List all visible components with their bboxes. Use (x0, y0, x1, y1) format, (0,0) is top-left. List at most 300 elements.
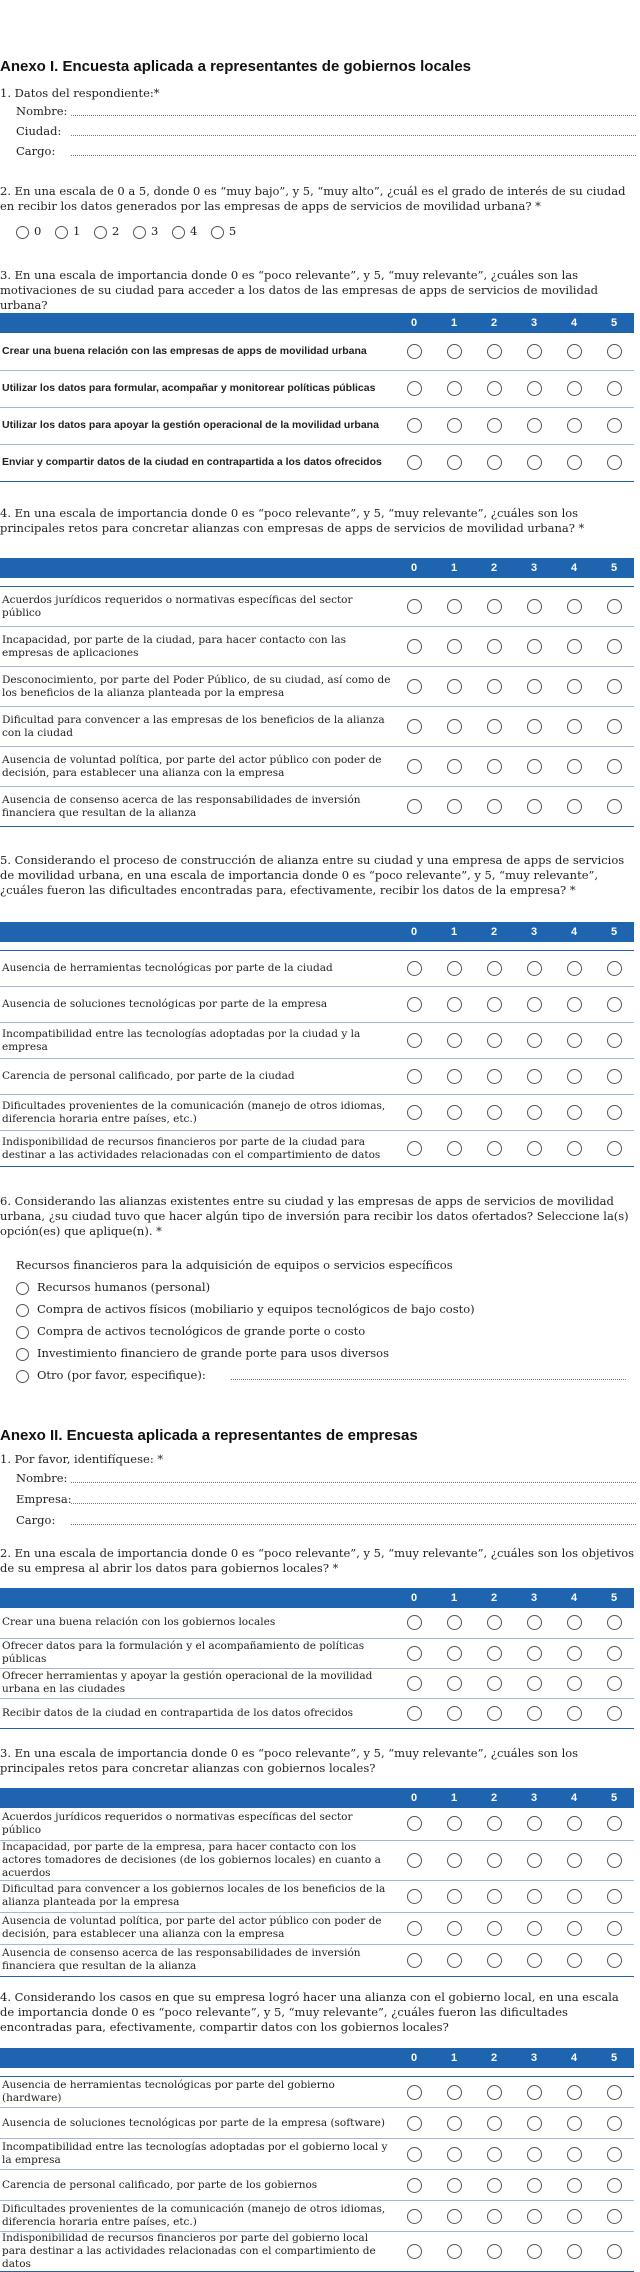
radio-circle-icon[interactable] (172, 226, 185, 239)
radio-circle-icon[interactable] (487, 1033, 502, 1048)
radio-circle-icon[interactable] (527, 961, 542, 976)
radio-circle-icon[interactable] (567, 639, 582, 654)
radio-circle-icon[interactable] (607, 1105, 622, 1120)
radio-circle-icon[interactable] (447, 997, 462, 1012)
rating-cell (554, 1698, 594, 1728)
a1-name-field[interactable] (16, 104, 636, 118)
row-label: Carencia de personal calificado, por parte de la ciudad (0, 1059, 394, 1095)
radio-circle-icon[interactable] (487, 344, 502, 359)
rating-cell (594, 787, 634, 827)
radio-circle-icon[interactable] (447, 679, 462, 694)
radio-circle-icon[interactable] (447, 1033, 462, 1048)
radio-circle-icon[interactable] (487, 2085, 502, 2100)
radio-circle-icon[interactable] (487, 1853, 502, 1868)
rating-cell (434, 707, 474, 747)
a1-q6-option[interactable]: Compra de activos tecnológicos de grande porte o costo (16, 1324, 626, 1346)
a1-q6-option[interactable]: Investimiento financiero de grande porte para usos diversos (16, 1346, 626, 1368)
radio-circle-icon[interactable] (567, 1706, 582, 1721)
radio-circle-icon[interactable] (487, 1889, 502, 1904)
radio-circle-icon[interactable] (527, 1706, 542, 1721)
radio-circle-icon[interactable] (527, 455, 542, 470)
scale-header-5: 5 (594, 1588, 634, 1608)
radio-circle-icon[interactable] (407, 1105, 422, 1120)
radio-option-1[interactable]: 1 (55, 224, 80, 239)
radio-circle-icon[interactable] (607, 455, 622, 470)
radio-circle-icon[interactable] (447, 639, 462, 654)
radio-circle-icon[interactable] (567, 1921, 582, 1936)
rating-cell (434, 747, 474, 787)
radio-circle-icon[interactable] (567, 679, 582, 694)
radio-circle-icon[interactable] (487, 1105, 502, 1120)
radio-circle-icon[interactable] (567, 759, 582, 774)
rating-cell (434, 1840, 474, 1880)
radio-circle-icon[interactable] (567, 1646, 582, 1661)
radio-circle-icon[interactable] (527, 1141, 542, 1156)
rating-cell (594, 747, 634, 787)
radio-circle-icon[interactable] (487, 2147, 502, 2162)
radio-circle-icon[interactable] (607, 381, 622, 396)
a2-q2-rating-table (0, 1588, 634, 1729)
radio-circle-icon[interactable] (567, 719, 582, 734)
scale-header-4: 4 (554, 922, 594, 942)
radio-circle-icon[interactable] (527, 1646, 542, 1661)
radio-circle-icon[interactable] (567, 1853, 582, 1868)
radio-circle-icon[interactable] (527, 2147, 542, 2162)
radio-circle-icon[interactable] (527, 639, 542, 654)
table-row (0, 1059, 634, 1095)
radio-option-3[interactable]: 3 (133, 224, 158, 239)
radio-circle-icon[interactable] (487, 1069, 502, 1084)
radio-circle-icon[interactable] (447, 2116, 462, 2131)
a1-q6-option[interactable]: Compra de activos físicos (mobiliario y equipos tecnológicos de bajo costo) (16, 1302, 626, 1324)
radio-circle-icon[interactable] (447, 719, 462, 734)
radio-circle-icon[interactable] (447, 2085, 462, 2100)
scale-header-0: 0 (394, 922, 434, 942)
a1-q1-text: 1. Datos del respondiente:* (0, 86, 160, 100)
table-row (0, 1808, 634, 1840)
radio-circle-icon[interactable] (527, 1615, 542, 1630)
rating-cell (514, 1880, 554, 1912)
rating-cell (474, 1912, 514, 1944)
radio-circle-icon[interactable] (487, 719, 502, 734)
a2-company-field[interactable] (16, 1492, 636, 1506)
radio-circle-icon[interactable] (607, 2116, 622, 2131)
radio-circle-icon[interactable] (16, 1282, 29, 1295)
radio-circle-icon[interactable] (607, 599, 622, 614)
radio-circle-icon[interactable] (16, 1348, 29, 1361)
field-label: Nombre: (16, 1471, 68, 1485)
radio-circle-icon[interactable] (407, 1615, 422, 1630)
radio-circle-icon[interactable] (407, 1816, 422, 1831)
rating-cell (554, 987, 594, 1023)
radio-circle-icon[interactable] (447, 961, 462, 976)
radio-circle-icon[interactable] (527, 1889, 542, 1904)
header-empty-cell (0, 1588, 394, 1608)
radio-circle-icon[interactable] (607, 679, 622, 694)
radio-circle-icon[interactable] (16, 1326, 29, 1339)
scale-header-3: 3 (514, 558, 554, 578)
rating-cell (514, 2108, 554, 2139)
a1-q2-text: 2. En una escala de 0 a 5, donde 0 es “muy bajo”, y 5, “muy alto”, ¿cuál es el grado de interés de su ciudad en recibir los datos generados por las empresas de apps de servicios de movilidad urbana? * (0, 184, 626, 213)
rating-cell (474, 787, 514, 827)
radio-circle-icon[interactable] (527, 1816, 542, 1831)
a1-position-field[interactable] (16, 144, 636, 158)
radio-circle-icon[interactable] (407, 1069, 422, 1084)
radio-circle-icon[interactable] (447, 799, 462, 814)
row-label: Ausencia de soluciones tecnológicas por parte de la empresa (software) (0, 2108, 394, 2139)
scale-header-2: 2 (474, 922, 514, 942)
radio-circle-icon[interactable] (567, 799, 582, 814)
radio-circle-icon[interactable] (447, 2209, 462, 2224)
radio-circle-icon[interactable] (447, 1816, 462, 1831)
rating-cell (594, 1095, 634, 1131)
rating-cell (394, 2108, 434, 2139)
radio-circle-icon[interactable] (487, 381, 502, 396)
radio-circle-icon[interactable] (407, 599, 422, 614)
radio-circle-icon[interactable] (487, 961, 502, 976)
radio-circle-icon[interactable] (527, 599, 542, 614)
radio-circle-icon[interactable] (487, 1676, 502, 1691)
radio-circle-icon[interactable] (567, 1889, 582, 1904)
scale-header-2: 2 (474, 558, 514, 578)
radio-circle-icon[interactable] (607, 997, 622, 1012)
radio-circle-icon[interactable] (94, 226, 107, 239)
radio-circle-icon[interactable] (407, 2209, 422, 2224)
radio-circle-icon[interactable] (447, 1953, 462, 1968)
radio-circle-icon[interactable] (55, 226, 68, 239)
radio-circle-icon[interactable] (607, 344, 622, 359)
radio-circle-icon[interactable] (567, 381, 582, 396)
radio-circle-icon[interactable] (487, 2209, 502, 2224)
scale-header-3: 3 (514, 1788, 554, 1808)
radio-circle-icon[interactable] (407, 759, 422, 774)
radio-circle-icon[interactable] (487, 1646, 502, 1661)
radio-circle-icon[interactable] (527, 2178, 542, 2193)
radio-circle-icon[interactable] (407, 679, 422, 694)
radio-circle-icon[interactable] (447, 2244, 462, 2259)
radio-circle-icon[interactable] (567, 1033, 582, 1048)
radio-circle-icon[interactable] (607, 799, 622, 814)
radio-circle-icon[interactable] (407, 961, 422, 976)
radio-circle-icon[interactable] (447, 759, 462, 774)
rating-cell (434, 587, 474, 627)
radio-circle-icon[interactable] (527, 997, 542, 1012)
scale-header-0: 0 (394, 2048, 434, 2068)
radio-circle-icon[interactable] (487, 759, 502, 774)
radio-circle-icon[interactable] (407, 1921, 422, 1936)
radio-circle-icon[interactable] (527, 1921, 542, 1936)
radio-circle-icon[interactable] (567, 1069, 582, 1084)
radio-circle-icon[interactable] (407, 1706, 422, 1721)
radio-circle-icon[interactable] (527, 381, 542, 396)
radio-circle-icon[interactable] (527, 1105, 542, 1120)
radio-circle-icon[interactable] (567, 997, 582, 1012)
scale-header-0: 0 (394, 1788, 434, 1808)
rating-cell (394, 1131, 434, 1167)
radio-circle-icon[interactable] (607, 2178, 622, 2193)
radio-circle-icon[interactable] (447, 2178, 462, 2193)
radio-circle-icon[interactable] (407, 1853, 422, 1868)
table-row (0, 2108, 634, 2139)
annex1-title: Anexo I. Encuesta aplicada a representantes de gobiernos locales (0, 58, 472, 75)
radio-circle-icon[interactable] (487, 1141, 502, 1156)
radio-circle-icon[interactable] (407, 344, 422, 359)
table-row (0, 1668, 634, 1698)
radio-circle-icon[interactable] (527, 759, 542, 774)
row-label: Carencia de personal calificado, por parte de los gobiernos (0, 2170, 394, 2201)
radio-circle-icon[interactable] (407, 418, 422, 433)
radio-option-0[interactable]: 0 (16, 224, 41, 239)
radio-circle-icon[interactable] (487, 799, 502, 814)
radio-circle-icon[interactable] (407, 2147, 422, 2162)
rating-cell (394, 1023, 434, 1059)
radio-circle-icon[interactable] (133, 226, 146, 239)
table-row (0, 1944, 634, 1976)
radio-circle-icon[interactable] (16, 226, 29, 239)
radio-circle-icon[interactable] (607, 2209, 622, 2224)
radio-circle-icon[interactable] (607, 1646, 622, 1661)
rating-cell (394, 667, 434, 707)
rating-cell (594, 370, 634, 407)
radio-circle-icon[interactable] (527, 2085, 542, 2100)
rating-cell (554, 1023, 594, 1059)
rating-cell (474, 1638, 514, 1668)
radio-circle-icon[interactable] (487, 679, 502, 694)
radio-circle-icon[interactable] (567, 455, 582, 470)
rating-cell (554, 707, 594, 747)
rating-cell (394, 2139, 434, 2170)
rating-cell (394, 1095, 434, 1131)
radio-circle-icon[interactable] (527, 1033, 542, 1048)
scale-header-3: 3 (514, 2048, 554, 2068)
scale-header-3: 3 (514, 1588, 554, 1608)
radio-circle-icon[interactable] (447, 1615, 462, 1630)
row-label: Indisponibilidad de recursos financieros por parte de la ciudad para destinar a las actividades relacionadas con el compartimiento de datos (0, 1131, 394, 1167)
radio-circle-icon[interactable] (407, 1141, 422, 1156)
radio-circle-icon[interactable] (527, 799, 542, 814)
radio-circle-icon[interactable] (487, 639, 502, 654)
a2-position-field[interactable] (16, 1513, 636, 1527)
radio-circle-icon[interactable] (487, 1615, 502, 1630)
radio-option-4[interactable]: 4 (172, 224, 197, 239)
radio-circle-icon[interactable] (527, 344, 542, 359)
scale-header-1: 1 (434, 313, 474, 333)
radio-circle-icon[interactable] (447, 1853, 462, 1868)
radio-circle-icon[interactable] (567, 1141, 582, 1156)
scale-header-4: 4 (554, 2048, 594, 2068)
radio-circle-icon[interactable] (527, 1069, 542, 1084)
radio-circle-icon[interactable] (567, 1953, 582, 1968)
rating-cell (474, 2232, 514, 2272)
radio-circle-icon[interactable] (407, 1953, 422, 1968)
radio-circle-icon[interactable] (567, 1816, 582, 1831)
dotted-line (71, 1524, 636, 1525)
radio-circle-icon[interactable] (567, 2244, 582, 2259)
radio-circle-icon[interactable] (407, 1889, 422, 1904)
a2-q4-rating-table (0, 2048, 634, 2272)
radio-circle-icon[interactable] (487, 1816, 502, 1831)
radio-circle-icon[interactable] (487, 2116, 502, 2131)
radio-circle-icon[interactable] (447, 1889, 462, 1904)
radio-circle-icon[interactable] (607, 1033, 622, 1048)
radio-circle-icon[interactable] (607, 418, 622, 433)
radio-circle-icon[interactable] (527, 1953, 542, 1968)
rating-cell (554, 2108, 594, 2139)
dotted-line (71, 155, 636, 156)
radio-circle-icon[interactable] (527, 2116, 542, 2131)
radio-circle-icon[interactable] (447, 1921, 462, 1936)
radio-circle-icon[interactable] (607, 1953, 622, 1968)
radio-circle-icon[interactable] (447, 1105, 462, 1120)
radio-circle-icon[interactable] (527, 1676, 542, 1691)
radio-circle-icon[interactable] (527, 679, 542, 694)
radio-circle-icon[interactable] (607, 719, 622, 734)
table-row (0, 1638, 634, 1668)
rating-cell (434, 627, 474, 667)
radio-circle-icon[interactable] (487, 997, 502, 1012)
table-row (0, 987, 634, 1023)
rating-cell (594, 333, 634, 370)
radio-circle-icon[interactable] (607, 1615, 622, 1630)
a1-q6-option[interactable]: Recursos humanos (personal) (16, 1280, 626, 1302)
radio-circle-icon[interactable] (211, 226, 224, 239)
radio-circle-icon[interactable] (607, 1889, 622, 1904)
radio-circle-icon[interactable] (567, 599, 582, 614)
radio-circle-icon[interactable] (487, 2178, 502, 2193)
radio-circle-icon[interactable] (447, 1141, 462, 1156)
radio-circle-icon[interactable] (487, 418, 502, 433)
rating-cell (514, 1808, 554, 1840)
radio-circle-icon[interactable] (527, 1853, 542, 1868)
radio-circle-icon[interactable] (567, 961, 582, 976)
row-label: Ausencia de voluntad política, por parte del actor público con poder de decisión, para establecer una alianza con la empresa (0, 747, 394, 787)
radio-circle-icon[interactable] (407, 455, 422, 470)
table-row (0, 444, 634, 481)
rating-cell (514, 1912, 554, 1944)
radio-circle-icon[interactable] (607, 2085, 622, 2100)
radio-circle-icon[interactable] (16, 1370, 29, 1383)
radio-circle-icon[interactable] (447, 1706, 462, 1721)
radio-circle-icon[interactable] (607, 1141, 622, 1156)
radio-circle-icon[interactable] (567, 2178, 582, 2193)
radio-circle-icon[interactable] (607, 961, 622, 976)
radio-circle-icon[interactable] (407, 799, 422, 814)
radio-circle-icon[interactable] (567, 2147, 582, 2162)
radio-circle-icon[interactable] (487, 455, 502, 470)
radio-circle-icon[interactable] (487, 599, 502, 614)
radio-circle-icon[interactable] (527, 2209, 542, 2224)
radio-circle-icon[interactable] (607, 2244, 622, 2259)
radio-circle-icon[interactable] (447, 1646, 462, 1661)
radio-circle-icon[interactable] (567, 418, 582, 433)
rating-cell (514, 951, 554, 987)
radio-circle-icon[interactable] (607, 1921, 622, 1936)
rating-cell (474, 1131, 514, 1167)
radio-circle-icon[interactable] (447, 418, 462, 433)
radio-circle-icon[interactable] (567, 344, 582, 359)
radio-circle-icon[interactable] (487, 2244, 502, 2259)
table-spacer (0, 2068, 634, 2077)
radio-circle-icon[interactable] (447, 2147, 462, 2162)
radio-circle-icon[interactable] (487, 1953, 502, 1968)
radio-circle-icon[interactable] (407, 381, 422, 396)
radio-circle-icon[interactable] (527, 418, 542, 433)
rating-cell (474, 370, 514, 407)
radio-circle-icon[interactable] (607, 1853, 622, 1868)
radio-circle-icon[interactable] (407, 1676, 422, 1691)
radio-circle-icon[interactable] (407, 719, 422, 734)
radio-circle-icon[interactable] (607, 1676, 622, 1691)
radio-circle-icon[interactable] (407, 997, 422, 1012)
radio-circle-icon[interactable] (16, 1304, 29, 1317)
radio-circle-icon[interactable] (567, 2209, 582, 2224)
row-label: Incapacidad, por parte de la ciudad, para hacer contacto con las empresas de aplicaciones (0, 627, 394, 667)
radio-circle-icon[interactable] (447, 599, 462, 614)
radio-circle-icon[interactable] (407, 2244, 422, 2259)
table-row (0, 667, 634, 707)
rating-cell (394, 747, 434, 787)
radio-circle-icon[interactable] (567, 2116, 582, 2131)
radio-circle-icon[interactable] (607, 1069, 622, 1084)
radio-circle-icon[interactable] (607, 639, 622, 654)
radio-circle-icon[interactable] (487, 1706, 502, 1721)
rating-cell (594, 444, 634, 481)
radio-circle-icon[interactable] (447, 381, 462, 396)
radio-circle-icon[interactable] (607, 1706, 622, 1721)
a2-name-field[interactable] (16, 1471, 636, 1485)
table-row (0, 2139, 634, 2170)
radio-circle-icon[interactable] (527, 719, 542, 734)
a1-q6-option-other[interactable]: Otro (por favor, especifique): (16, 1368, 626, 1390)
radio-circle-icon[interactable] (527, 2244, 542, 2259)
rating-cell (514, 1059, 554, 1095)
radio-circle-icon[interactable] (447, 1069, 462, 1084)
rating-cell (514, 747, 554, 787)
rating-cell (394, 587, 434, 627)
radio-option-2[interactable]: 2 (94, 224, 119, 239)
radio-circle-icon[interactable] (607, 759, 622, 774)
radio-circle-icon[interactable] (567, 1676, 582, 1691)
rating-cell (514, 1668, 554, 1698)
radio-circle-icon[interactable] (407, 1033, 422, 1048)
radio-circle-icon[interactable] (407, 2116, 422, 2131)
radio-circle-icon[interactable] (567, 1105, 582, 1120)
a1-city-field[interactable] (16, 124, 636, 138)
radio-option-5[interactable]: 5 (211, 224, 236, 239)
row-label: Ausencia de consenso acerca de las responsabilidades de inversión financiera que resultan de la alianza (0, 1944, 394, 1976)
rating-cell (514, 1944, 554, 1976)
dotted-line (71, 1482, 636, 1483)
header-empty-cell (0, 2048, 394, 2068)
rating-cell (434, 1608, 474, 1638)
radio-circle-icon[interactable] (607, 1816, 622, 1831)
radio-circle-icon[interactable] (407, 2178, 422, 2193)
rating-cell (594, 1698, 634, 1728)
radio-circle-icon[interactable] (407, 639, 422, 654)
radio-circle-icon[interactable] (607, 2147, 622, 2162)
radio-circle-icon[interactable] (447, 1676, 462, 1691)
radio-circle-icon[interactable] (407, 2085, 422, 2100)
radio-circle-icon[interactable] (487, 1921, 502, 1936)
radio-circle-icon[interactable] (447, 344, 462, 359)
radio-circle-icon[interactable] (567, 1615, 582, 1630)
scale-header-5: 5 (594, 313, 634, 333)
radio-circle-icon[interactable] (447, 455, 462, 470)
radio-circle-icon[interactable] (407, 1646, 422, 1661)
radio-circle-icon[interactable] (567, 2085, 582, 2100)
rating-cell (594, 2232, 634, 2272)
rating-cell (474, 667, 514, 707)
